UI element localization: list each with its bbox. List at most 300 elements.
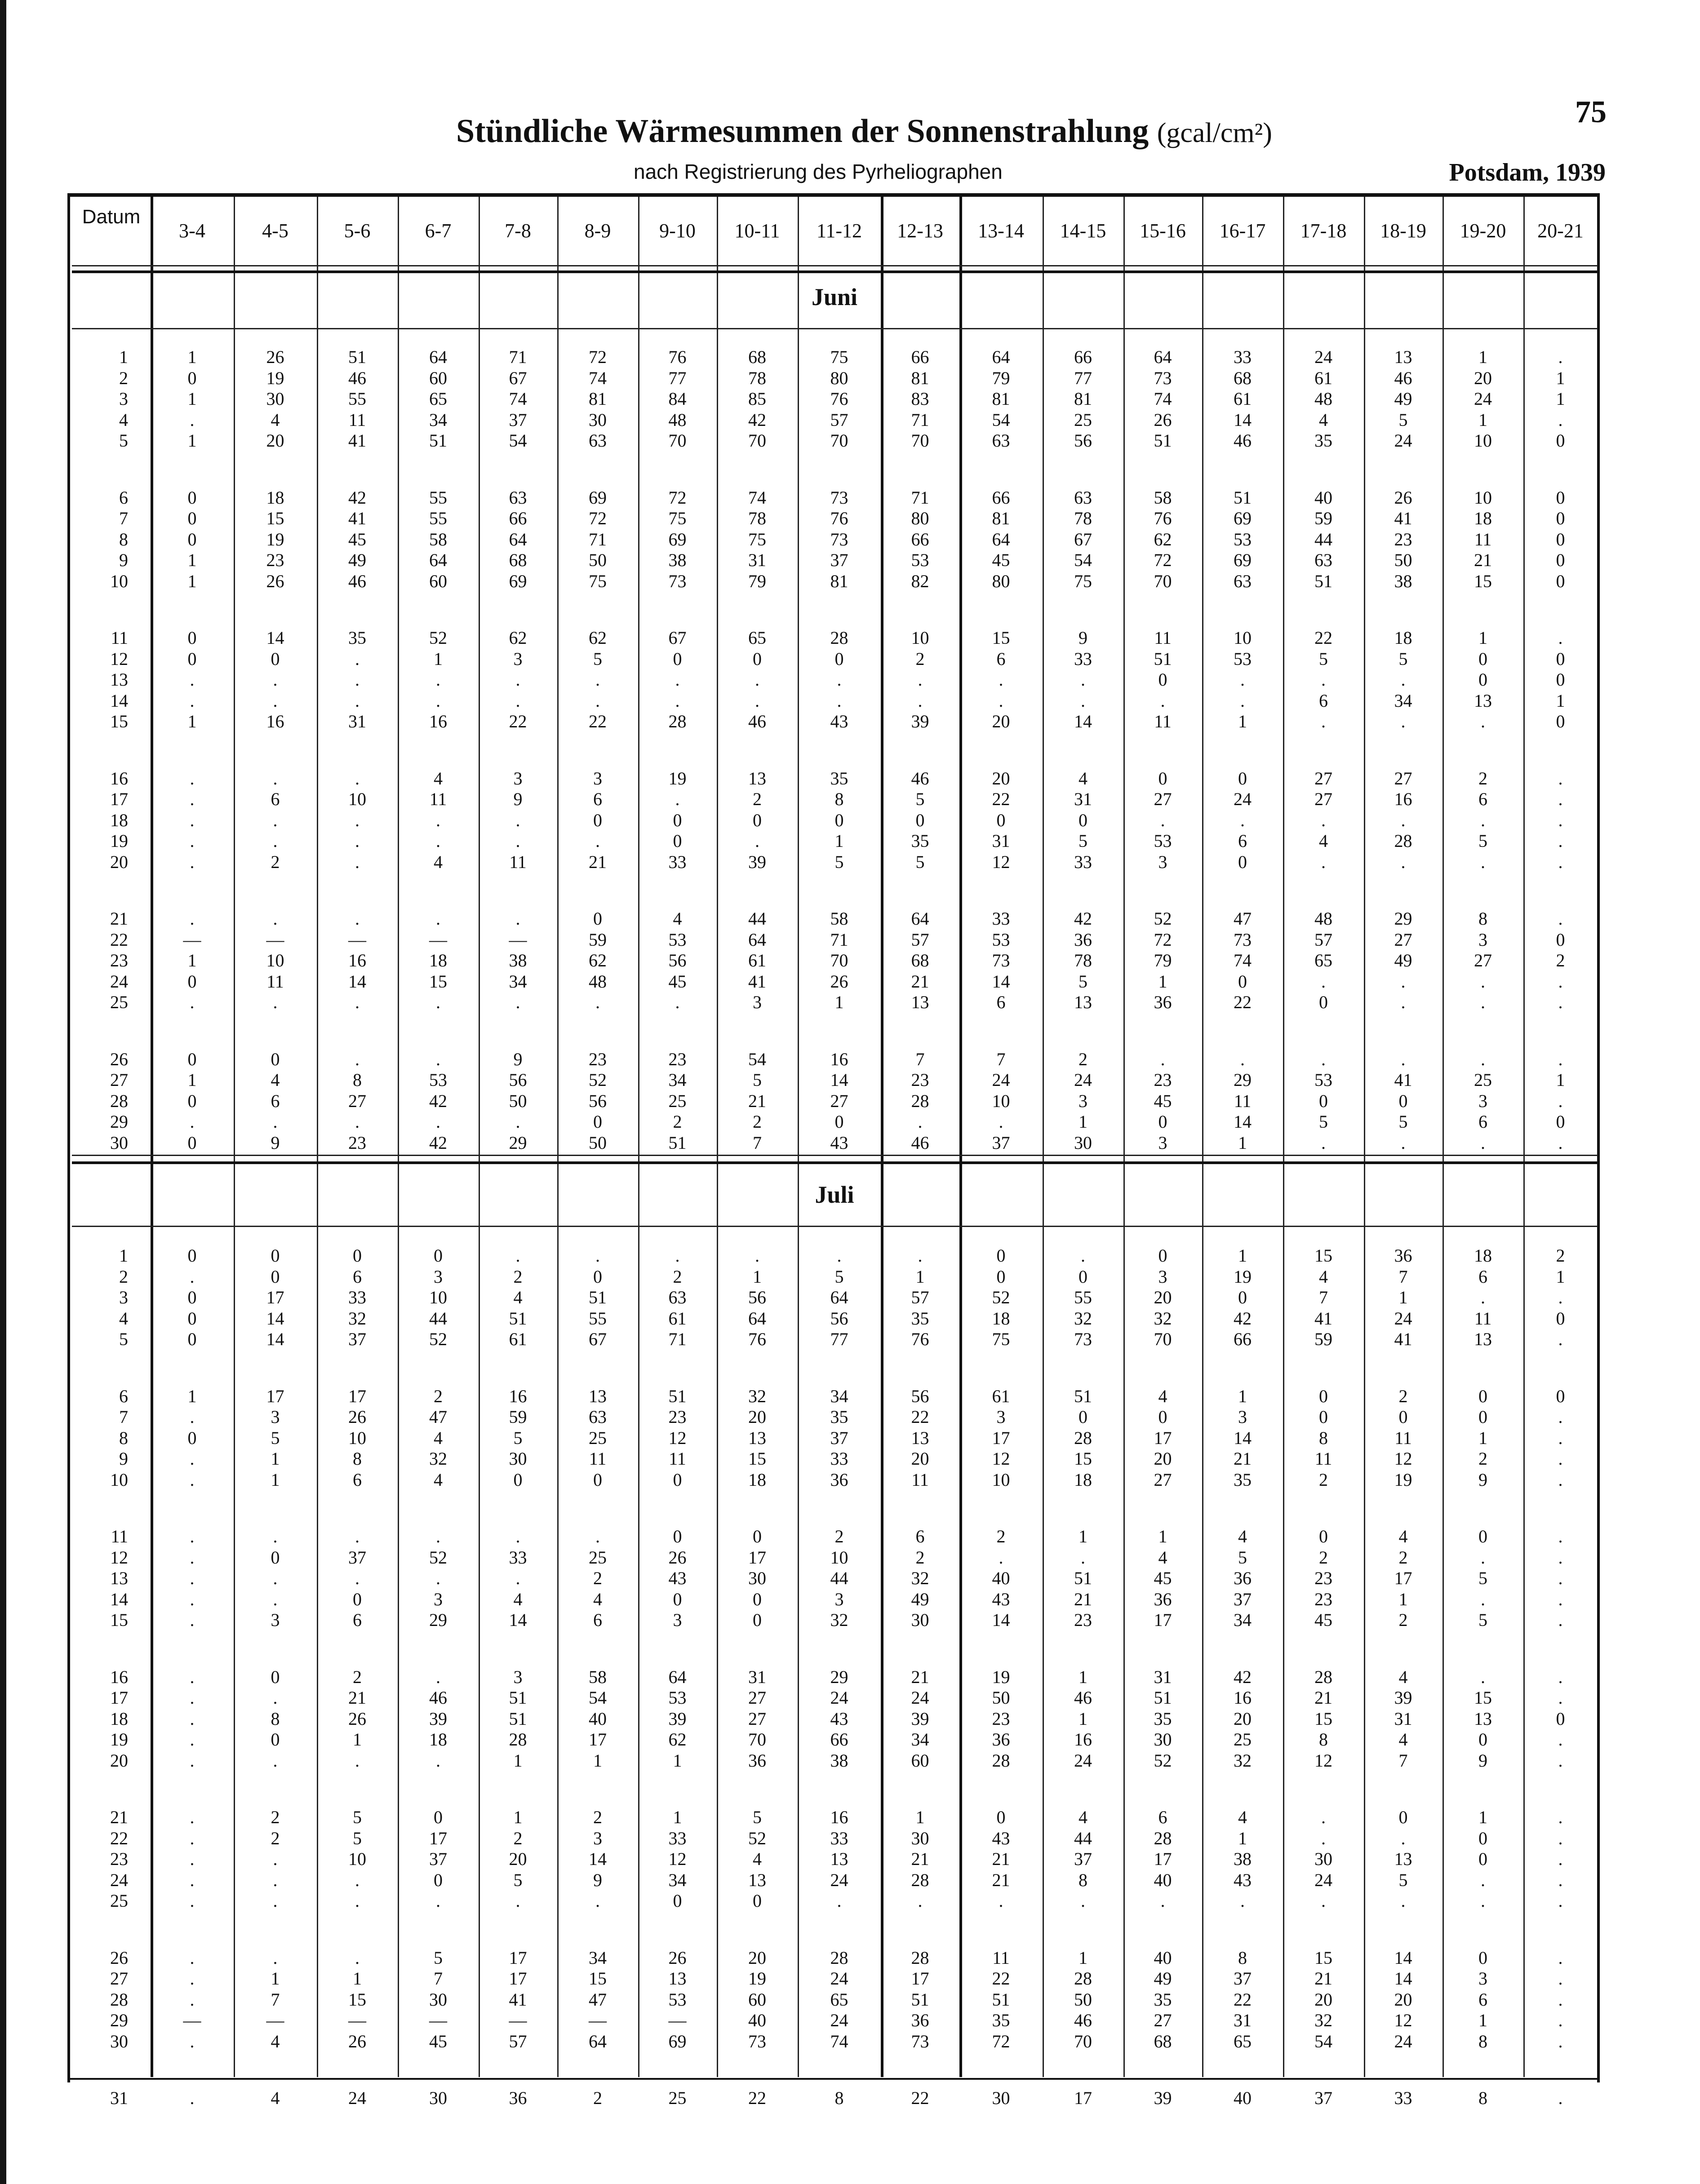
table-cell: 19: [992, 1666, 1010, 1687]
table-cell: 84: [668, 389, 687, 409]
table-cell: 57: [911, 1287, 929, 1307]
table-cell: 35: [911, 831, 929, 851]
table-cell: 1: [1478, 1807, 1487, 1827]
table-cell: 41: [1394, 1329, 1412, 1349]
table-cell: 58: [830, 908, 848, 929]
table-cell: 69: [668, 2031, 687, 2051]
table-cell: 0: [1556, 1112, 1565, 1132]
table-cell: .: [1558, 1547, 1563, 1568]
table-cell: 47: [589, 1989, 607, 2010]
table-cell: 64: [589, 2031, 607, 2051]
table-cell: 14: [1394, 1968, 1412, 1989]
row-date: 16: [110, 768, 128, 789]
table-cell: .: [1558, 1427, 1563, 1448]
table-cell: 30: [429, 1989, 447, 2010]
row-date: 25: [110, 1891, 128, 1911]
table-cell: 27: [748, 1708, 766, 1729]
table-cell: 17: [266, 1386, 284, 1406]
table-cell: 21: [1474, 550, 1492, 570]
table-cell: 27: [1154, 1469, 1172, 1490]
hour-header: 20-21: [1537, 219, 1584, 242]
table-cell: .: [1558, 1729, 1563, 1750]
row-date: 3: [119, 1287, 128, 1307]
table-cell: .: [595, 669, 600, 690]
table-cell: 11: [1234, 1090, 1252, 1111]
table-cell: .: [1558, 992, 1563, 1012]
table-cell: 2: [271, 1807, 280, 1827]
table-cell: 81: [992, 508, 1010, 528]
table-cell: 56: [830, 1308, 848, 1329]
table-cell: 75: [668, 508, 687, 528]
table-cell: 59: [1314, 508, 1332, 528]
row-date: 4: [119, 409, 128, 430]
row-date: 3: [119, 389, 128, 409]
table-cell: 50: [992, 1688, 1010, 1708]
table-cell: 45: [1154, 1090, 1172, 1111]
table-cell: 2: [915, 1547, 925, 1568]
table-cell: 56: [668, 950, 687, 970]
table-cell: .: [675, 669, 680, 690]
table-cell: 8: [834, 789, 844, 809]
table-cell: 39: [911, 1708, 929, 1729]
table-cell: .: [1558, 768, 1563, 789]
table-cell: 11: [348, 409, 366, 430]
table-cell: 33: [1234, 347, 1252, 367]
table-cell: 1: [1556, 368, 1565, 388]
table-cell: .: [1081, 669, 1085, 690]
table-cell: 0: [434, 1869, 443, 1890]
table-cell: 65: [830, 1989, 848, 2010]
table-cell: .: [1481, 1287, 1485, 1307]
table-cell: 51: [1154, 1688, 1172, 1708]
table-cell: .: [273, 1526, 278, 1546]
table-cell: 52: [429, 1547, 447, 1568]
table-cell: .: [190, 851, 195, 872]
table-cell: 36: [1394, 1245, 1412, 1266]
table-cell: 1: [1079, 1666, 1087, 1687]
table-cell: 46: [429, 1688, 447, 1708]
table-cell: 1: [1079, 1526, 1087, 1546]
table-cell: 24: [911, 1688, 929, 1708]
table-cell: .: [515, 1245, 520, 1266]
table-cell: 23: [266, 550, 284, 570]
table-cell: 6: [353, 1469, 362, 1490]
table-cell: 5: [753, 1807, 762, 1827]
table-cell: .: [273, 1891, 278, 1911]
table-cell: 8: [1478, 2088, 1487, 2108]
table-cell: 73: [992, 950, 1010, 970]
table-cell: 64: [429, 550, 447, 570]
row-date: 29: [110, 1112, 128, 1132]
table-cell: 13: [1474, 1708, 1492, 1729]
table-cell: 49: [348, 550, 366, 570]
table-cell: 68: [748, 347, 766, 367]
table-cell: .: [190, 1589, 195, 1609]
table-cell: 39: [429, 1708, 447, 1729]
table-cell: 64: [748, 1308, 766, 1329]
table-cell: .: [515, 992, 520, 1012]
table-cell: 0: [1556, 571, 1565, 591]
table-cell: 56: [509, 1070, 527, 1090]
table-cell: 27: [348, 1090, 366, 1111]
table-cell: 0: [187, 1245, 197, 1266]
table-cell: 26: [1154, 409, 1172, 430]
table-cell: 25: [1074, 409, 1092, 430]
table-cell: 79: [748, 571, 766, 591]
table-cell: 28: [1314, 1666, 1332, 1687]
table-cell: 73: [911, 2031, 929, 2051]
table-cell: 8: [1319, 1729, 1328, 1750]
table-cell: 23: [348, 1132, 366, 1153]
table-cell: 83: [911, 389, 929, 409]
hour-header: 14-15: [1060, 219, 1106, 242]
table-cell: .: [595, 992, 600, 1012]
table-cell: 1: [834, 992, 844, 1012]
table-cell: .: [1240, 669, 1245, 690]
table-cell: .: [837, 1245, 842, 1266]
table-cell: .: [436, 1891, 440, 1911]
table-cell: 66: [830, 1729, 848, 1750]
table-cell: .: [1240, 810, 1245, 830]
table-cell: 64: [992, 529, 1010, 549]
table-cell: .: [436, 810, 440, 830]
table-cell: 4: [434, 1469, 443, 1490]
table-cell: 0: [753, 1610, 762, 1630]
table-cell: 36: [748, 1750, 766, 1771]
table-cell: 24: [348, 2088, 366, 2108]
table-cell: 51: [509, 1308, 527, 1329]
table-cell: 1: [187, 430, 197, 451]
column-divider: [1364, 197, 1365, 2077]
table-cell: 23: [1394, 529, 1412, 549]
table-cell: 16: [830, 1807, 848, 1827]
table-cell: .: [1321, 669, 1326, 690]
table-cell: 35: [830, 768, 848, 789]
table-cell: 68: [509, 550, 527, 570]
table-cell: .: [190, 1708, 195, 1729]
table-cell: 53: [1234, 529, 1252, 549]
table-cell: 1: [271, 1469, 280, 1490]
table-cell: .: [190, 908, 195, 929]
table-cell: 0: [187, 1132, 197, 1153]
table-cell: 0: [187, 971, 197, 992]
row-date: 21: [110, 908, 128, 929]
table-cell: 70: [1074, 2031, 1092, 2051]
table-cell: 46: [748, 711, 766, 731]
table-cell: 2: [1398, 1547, 1408, 1568]
table-cell: 55: [1074, 1287, 1092, 1307]
table-cell: .: [190, 1849, 195, 1869]
table-cell: 23: [992, 1708, 1010, 1729]
table-cell: 17: [911, 1968, 929, 1989]
table-cell: 33: [348, 1287, 366, 1307]
table-cell: 7: [271, 1989, 280, 2010]
table-cell: .: [837, 1891, 842, 1911]
table-cell: 60: [429, 368, 447, 388]
table-cell: 61: [1314, 368, 1332, 388]
table-cell: 52: [748, 1828, 766, 1848]
table-cell: .: [355, 1750, 360, 1771]
table-cell: 24: [830, 1869, 848, 1890]
row-date: 12: [110, 1547, 128, 1568]
table-cell: 42: [1234, 1308, 1252, 1329]
table-cell: .: [1081, 1245, 1085, 1266]
table-cell: 20: [509, 1849, 527, 1869]
table-cell: 38: [668, 550, 687, 570]
table-cell: .: [1558, 1449, 1563, 1469]
table-cell: 65: [1314, 950, 1332, 970]
table-cell: .: [1081, 1891, 1085, 1911]
table-cell: 57: [830, 409, 848, 430]
table-cell: 64: [509, 529, 527, 549]
table-cell: 36: [911, 2010, 929, 2030]
table-cell: 5: [271, 1427, 280, 1448]
table-cell: 13: [1474, 1329, 1492, 1349]
table-cell: 1: [1079, 1112, 1087, 1132]
table-cell: 75: [992, 1329, 1010, 1349]
row-date: 10: [110, 1469, 128, 1490]
table-cell: 50: [1394, 550, 1412, 570]
table-cell: 2: [834, 1526, 844, 1546]
table-cell: 13: [748, 1427, 766, 1448]
table-cell: 35: [1234, 1469, 1252, 1490]
table-cell: 21: [748, 1090, 766, 1111]
table-cell: .: [436, 1666, 440, 1687]
table-cell: 52: [429, 628, 447, 648]
table-cell: 0: [673, 810, 682, 830]
table-cell: 64: [992, 347, 1010, 367]
table-cell: 32: [1074, 1308, 1092, 1329]
table-cell: 27: [1314, 789, 1332, 809]
table-cell: 0: [834, 810, 844, 830]
table-cell: .: [1401, 1891, 1406, 1911]
table-cell: 4: [434, 1427, 443, 1448]
table-cell: 4: [1319, 409, 1328, 430]
table-cell: .: [1401, 992, 1406, 1012]
table-cell: 8: [1079, 1869, 1087, 1890]
table-cell: 34: [830, 1386, 848, 1406]
table-cell: 46: [1234, 430, 1252, 451]
table-cell: 28: [830, 628, 848, 648]
table-cell: 69: [1234, 508, 1252, 528]
table-cell: 5: [915, 789, 925, 809]
table-cell: 46: [911, 768, 929, 789]
table-cell: 57: [509, 2031, 527, 2051]
table-cell: 4: [271, 1070, 280, 1090]
table-cell: .: [355, 810, 360, 830]
month-rule: [72, 328, 1598, 329]
table-cell: 3: [673, 1610, 682, 1630]
table-cell: .: [999, 1112, 1003, 1132]
table-cell: —: [266, 929, 284, 950]
table-cell: 35: [911, 1308, 929, 1329]
table-cell: .: [1558, 1287, 1563, 1307]
hour-header: 17-18: [1300, 219, 1347, 242]
table-cell: 45: [992, 550, 1010, 570]
table-cell: 40: [1154, 1947, 1172, 1968]
table-cell: .: [837, 690, 842, 711]
table-cell: 24: [1314, 1869, 1332, 1890]
table-cell: 6: [271, 789, 280, 809]
table-cell: 56: [1074, 430, 1092, 451]
table-cell: 51: [1074, 1568, 1092, 1588]
table-cell: .: [595, 831, 600, 851]
table-cell: 4: [1238, 1526, 1247, 1546]
table-cell: 3: [513, 1666, 523, 1687]
table-cell: 32: [348, 1308, 366, 1329]
table-cell: 72: [589, 508, 607, 528]
table-cell: 20: [1394, 1989, 1412, 2010]
table-cell: 5: [753, 1070, 762, 1090]
table-cell: .: [1558, 851, 1563, 872]
table-cell: 5: [593, 648, 602, 669]
table-cell: 16: [429, 711, 447, 731]
table-cell: 33: [830, 1828, 848, 1848]
table-cell: .: [355, 1568, 360, 1588]
row-date: 2: [119, 368, 128, 388]
table-cell: 3: [434, 1266, 443, 1287]
table-cell: 24: [992, 1070, 1010, 1090]
column-divider: [1443, 197, 1444, 2077]
table-cell: .: [675, 690, 680, 711]
table-cell: 0: [1556, 487, 1565, 508]
table-cell: 6: [915, 1526, 925, 1546]
table-cell: .: [273, 1750, 278, 1771]
table-cell: .: [355, 648, 360, 669]
table-cell: 1: [187, 389, 197, 409]
table-cell: .: [1558, 1828, 1563, 1848]
table-cell: 1: [1398, 1287, 1408, 1307]
row-date: 20: [110, 1750, 128, 1771]
table-cell: 0: [1158, 1407, 1167, 1427]
table-cell: 23: [589, 1049, 607, 1069]
table-cell: .: [273, 908, 278, 929]
table-cell: 1: [1556, 690, 1565, 711]
table-cell: 10: [911, 628, 929, 648]
table-cell: 0: [673, 831, 682, 851]
table-cell: 20: [1474, 368, 1492, 388]
title-unit: (gcal/cm²): [1157, 118, 1272, 148]
table-cell: 81: [589, 389, 607, 409]
table-cell: 71: [911, 409, 929, 430]
table-cell: 37: [429, 1849, 447, 1869]
table-cell: 0: [187, 1427, 197, 1448]
table-cell: 7: [1398, 1750, 1408, 1771]
table-cell: 48: [589, 971, 607, 992]
table-cell: 10: [1474, 487, 1492, 508]
table-cell: 22: [992, 789, 1010, 809]
hour-header: 6-7: [425, 219, 452, 242]
table-end-rule: [72, 1155, 1598, 1156]
row-date: 13: [110, 1568, 128, 1588]
table-cell: .: [1321, 1132, 1326, 1153]
table-cell: 31: [348, 711, 366, 731]
column-divider: [557, 197, 559, 2077]
table-cell: 0: [1478, 1828, 1487, 1848]
hour-header: 15-16: [1140, 219, 1186, 242]
table-cell: 55: [429, 508, 447, 528]
row-date: 29: [110, 2010, 128, 2030]
table-cell: 11: [589, 1449, 607, 1469]
table-cell: 24: [1474, 389, 1492, 409]
table-cell: 17: [748, 1547, 766, 1568]
table-cell: .: [190, 409, 195, 430]
table-cell: .: [1558, 2010, 1563, 2030]
column-divider: [1283, 197, 1284, 2077]
table-cell: 41: [1394, 508, 1412, 528]
table-cell: 26: [1394, 487, 1412, 508]
row-date: 26: [110, 1049, 128, 1069]
table-cell: .: [190, 1266, 195, 1287]
table-cell: 14: [992, 971, 1010, 992]
row-date: 10: [110, 571, 128, 591]
table-cell: 36: [992, 1729, 1010, 1750]
table-cell: 1: [1398, 1589, 1408, 1609]
table-cell: 36: [1154, 1589, 1172, 1609]
table-cell: 11: [669, 1449, 686, 1469]
table-cell: 3: [996, 1407, 1006, 1427]
table-cell: .: [1558, 1090, 1563, 1111]
table-cell: 71: [509, 347, 527, 367]
table-cell: .: [1558, 2031, 1563, 2051]
table-cell: .: [1160, 1891, 1165, 1911]
table-cell: 68: [1234, 368, 1252, 388]
table-cell: 4: [1079, 768, 1087, 789]
table-cell: 10: [348, 1427, 366, 1448]
table-cell: 4: [1319, 1266, 1328, 1287]
table-cell: .: [190, 1891, 195, 1911]
table-cell: 28: [911, 1869, 929, 1890]
table-cell: 51: [589, 1287, 607, 1307]
table-cell: 64: [830, 1287, 848, 1307]
table-cell: 9: [1079, 628, 1087, 648]
table-cell: 0: [187, 487, 197, 508]
table-cell: 22: [992, 1968, 1010, 1989]
table-cell: 30: [1074, 1132, 1092, 1153]
table-cell: 66: [509, 508, 527, 528]
table-cell: 1: [673, 1807, 682, 1827]
table-cell: 20: [992, 711, 1010, 731]
table-cell: 47: [1234, 908, 1252, 929]
table-cell: 31: [748, 550, 766, 570]
table-cell: 1: [1238, 1245, 1247, 1266]
table-cell: 51: [1074, 1386, 1092, 1406]
table-cell: 0: [753, 1589, 762, 1609]
table-cell: 5: [1478, 1610, 1487, 1630]
table-cell: 10: [1234, 628, 1252, 648]
table-cell: .: [1321, 971, 1326, 992]
table-cell: 2: [1556, 950, 1565, 970]
table-cell: .: [1401, 1828, 1406, 1848]
table-cell: 0: [1556, 508, 1565, 528]
table-cell: 41: [1394, 1070, 1412, 1090]
table-cell: 62: [589, 950, 607, 970]
table-cell: 29: [509, 1132, 527, 1153]
table-cell: 23: [1314, 1568, 1332, 1588]
table-cell: 14: [1394, 1947, 1412, 1968]
table-cell: .: [1558, 1329, 1563, 1349]
table-cell: .: [190, 1947, 195, 1968]
table-cell: .: [355, 768, 360, 789]
table-cell: .: [1321, 1807, 1326, 1827]
table-cell: 28: [1074, 1968, 1092, 1989]
table-cell: .: [190, 1666, 195, 1687]
table-cell: 0: [187, 1287, 197, 1307]
table-cell: 1: [1079, 1947, 1087, 1968]
table-cell: 22: [911, 1407, 929, 1427]
table-cell: 67: [668, 628, 687, 648]
table-cell: 23: [911, 1070, 929, 1090]
